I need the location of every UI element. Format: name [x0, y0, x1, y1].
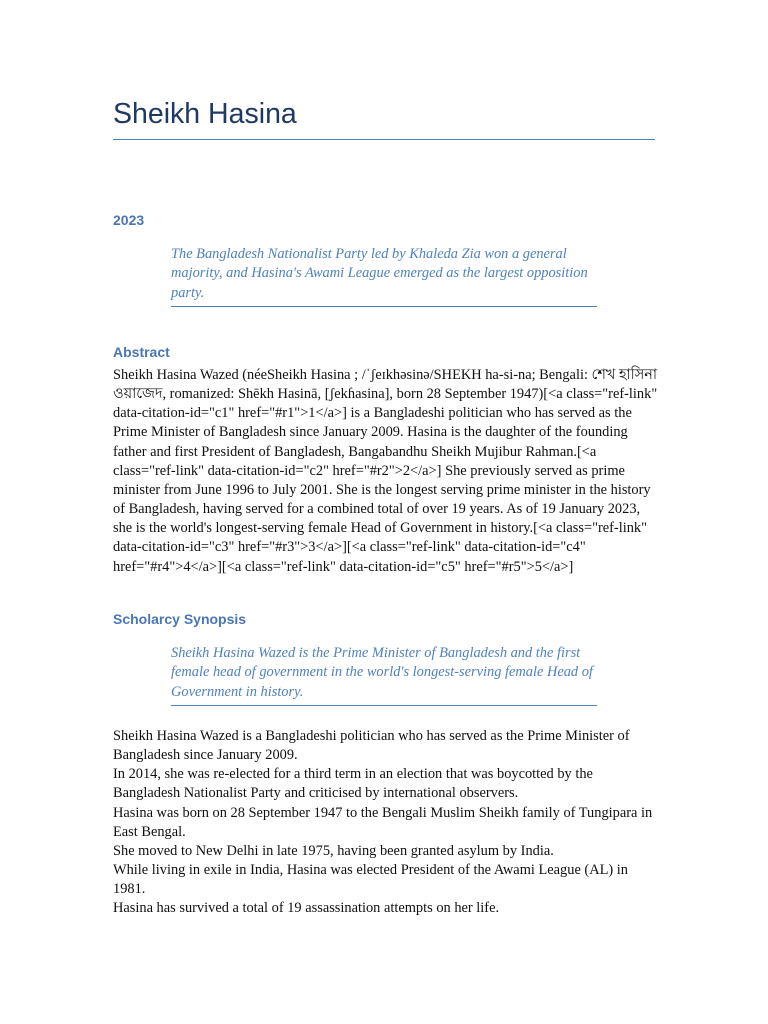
quote-2023-underline — [171, 306, 597, 307]
synopsis-quote-underline — [171, 705, 597, 706]
synopsis-line: She moved to New Delhi in late 1975, having been granted asylum by India. — [113, 842, 554, 859]
title-underline — [113, 139, 655, 140]
synopsis-line: In 2014, she was re-elected for a third term in an election that was boycotted by the Bangladesh Nationalist Party and criticised by international observers. — [113, 766, 593, 802]
document-title: Sheikh Hasina — [113, 98, 297, 130]
synopsis-quote: Sheikh Hasina Wazed is the Prime Minister of Bangladesh and the first female head of government in the world's longest-serving female Head of Government in history. — [171, 645, 593, 700]
synopsis-line: Hasina has survived a total of 19 assassination attempts on her life. — [113, 900, 500, 917]
synopsis-list — [113, 727, 658, 919]
abstract-text: Sheikh Hasina Wazed (néeSheikh Hasina ; /ˈʃeɪkhəsinə/SHEKH ha-si-na; Bengali: শেখ হাসিনা ওয়াজেদ, romanized: Shēkh Hasinā, [ʃekɦasina], born 28 September 1947)[<a class="ref-link" data-citation-id="c1" href="#r1">1</a>] is a Bangladeshi politician who has served as the Prime Minister of Bangladesh since January 2009. Hasina is the daughter of the founding father and first President of Bangladesh, Bangabandhu Sheikh Mujibur Rahman.[<a class="ref-link" data-citation-id="c2" href="#r2">2</a>] She previously served as prime minister from June 1996 to July 2001. She is the longest serving prime minister in the history of Bangladesh, having served for a combined total of over 19 years. As of 19 January 2023, she is the world's longest-serving female Head of Government in history.[<a class="ref-link" data-citation-id="c3" href="#r3">3</a>][<a class="ref-link" data-citation-id="c4" href="#r4">4</a>][<a class="ref-link" data-citation-id="c5" href="#r5">5</a>] — [113, 367, 658, 575]
abstract-heading: Abstract — [113, 344, 170, 360]
synopsis-line: Sheikh Hasina Wazed is a Bangladeshi politician who has served as the Prime Minister of Bangladesh since January 2009. — [113, 728, 630, 764]
synopsis-heading: Scholarcy Synopsis — [113, 611, 247, 627]
synopsis-line: Hasina was born on 28 September 1947 to the Bengali Muslim Sheikh family of Tungipara in East Bengal. — [113, 804, 653, 840]
synopsis-line: While living in exile in India, Hasina was elected President of the Awami League (AL) in 1981. — [113, 862, 628, 898]
quote-2023: The Bangladesh Nationalist Party led by Khaleda Zia won a general majority, and Hasina's Awami League emerged as the largest opposition party. — [171, 246, 588, 301]
section-heading-2023: 2023 — [113, 212, 145, 228]
